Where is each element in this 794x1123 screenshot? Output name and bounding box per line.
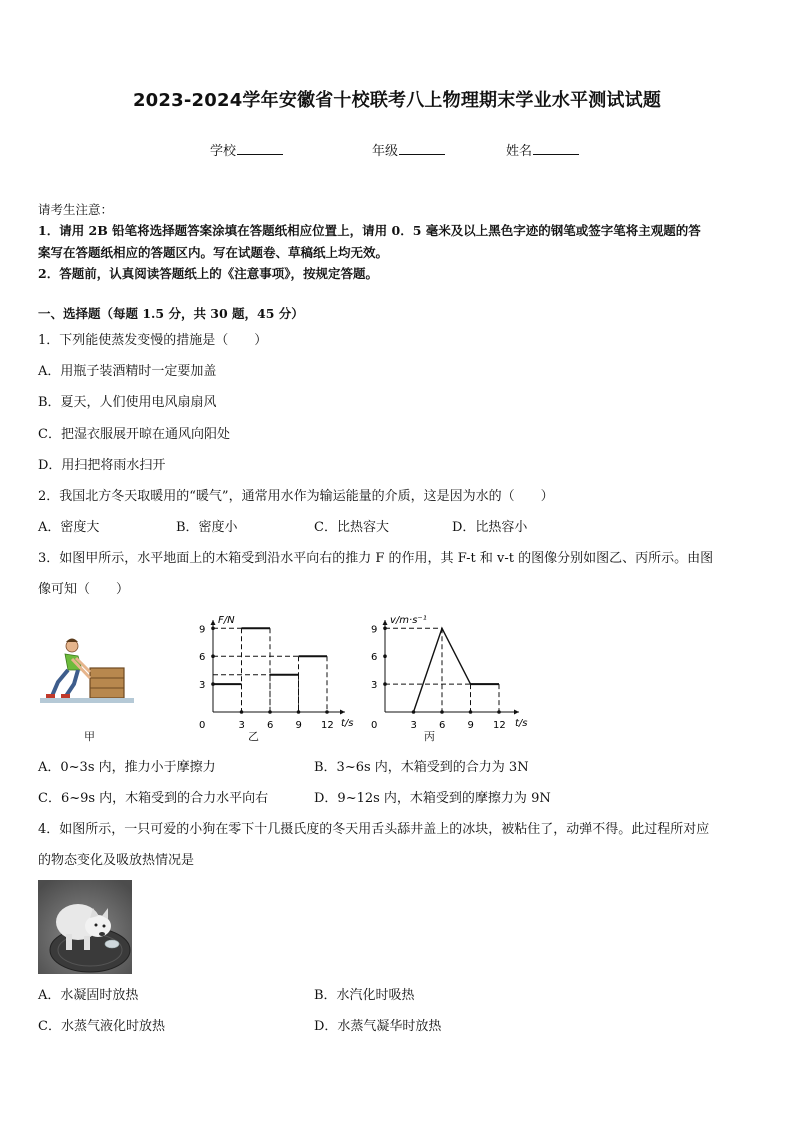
person-leg (66, 670, 78, 696)
q4-option-a[interactable]: A．水凝固时放热 (38, 988, 139, 1003)
x-tick-dot (325, 710, 329, 714)
y-axis-arrow (383, 620, 388, 625)
notice-line-2: 2．答题前，认真阅读答题纸上的《注意事项》，按规定答题。 (38, 266, 378, 281)
q1-option-b[interactable]: B．夏天，人们使用电风扇扇风 (38, 395, 217, 410)
grade-field[interactable] (372, 140, 445, 159)
name-label: 姓名 (506, 144, 533, 159)
q3-option-a[interactable]: A．0~3s 内，推力小于摩擦力 (38, 760, 216, 775)
y-tick-dot (383, 654, 387, 658)
dog-leg (84, 936, 90, 950)
person-shoe (46, 694, 55, 698)
y-tick-label: 6 (199, 652, 206, 664)
q2-stem: 2．我国北方冬天取暖用的“暖气”，通常用水作为输运能量的介质，这是因为水的（ ） (38, 489, 554, 504)
x-tick-label: 12 (321, 720, 334, 731)
q3-stem-b: 像可知（ ） (38, 582, 130, 597)
person-hair (66, 639, 78, 643)
q2-option-d[interactable]: D．比热容小 (452, 520, 528, 535)
q1-stem: 1．下列能使蒸发变慢的措施是（ ） (38, 333, 268, 348)
ground (40, 698, 134, 703)
origin-label: 0 (371, 720, 378, 731)
q4-stem-b: 的物态变化及吸放热情况是 (38, 853, 195, 868)
x-tick-dot (268, 710, 272, 714)
x-tick-label: 12 (493, 720, 506, 731)
x-tick-label: 3 (238, 720, 245, 731)
q2-option-b[interactable]: B．密度小 (176, 520, 238, 535)
notice-line-1a: 1．请用 2B 铅笔将选择题答案涂填在答题纸相应位置上，请用 0．5 毫米及以上黑色字迹的钢笔或签字笔将主观题的答 (38, 223, 701, 238)
name-blank[interactable] (533, 142, 579, 155)
person-shoe (61, 694, 70, 698)
grade-label: 年级 (372, 144, 399, 159)
q3-option-c[interactable]: C．6~9s 内，木箱受到的合力水平向右 (38, 791, 269, 806)
y-tick-label: 6 (371, 652, 378, 664)
x-tick-label: 6 (267, 720, 274, 731)
f-t-chart (185, 612, 355, 732)
x-tick-label: 6 (439, 720, 446, 731)
q2-option-a[interactable]: A．密度大 (38, 520, 100, 535)
school-label: 学校 (210, 144, 237, 159)
y-tick-label: 3 (199, 680, 206, 692)
x-axis-arrow (514, 710, 519, 715)
notice-line-1b: 案写在答题纸相应的答题区内。写在试题卷、草稿纸上均无效。 (38, 245, 389, 260)
x-tick-dot (469, 710, 473, 714)
x-tick-label: 9 (467, 720, 474, 731)
y-tick-dot (211, 654, 215, 658)
q4-option-b[interactable]: B．水汽化时吸热 (314, 988, 415, 1003)
q1-option-a[interactable]: A．用瓶子装酒精时一定要加盖 (38, 364, 217, 379)
dog-leg (66, 934, 72, 950)
figure-jia-person-pushing-box (38, 632, 138, 712)
dog-eye (103, 925, 106, 928)
y-axis-arrow (211, 620, 216, 625)
fig-yi-caption: 乙 (248, 730, 259, 743)
y-tick-label: 3 (371, 680, 378, 692)
notice-heading: 请考生注意： (38, 202, 114, 217)
v-t-data-line (414, 628, 500, 712)
q4-stem-a: 4．如图所示，一只可爱的小狗在零下十几摄氏度的冬天用舌头舔井盖上的冰块，被粘住了，动弹不得。此过程所对应 (38, 822, 710, 837)
school-blank[interactable] (237, 142, 283, 155)
v-t-chart (365, 612, 535, 732)
school-field[interactable] (210, 140, 283, 159)
x-tick-label: 3 (410, 720, 417, 731)
wooden-box (90, 668, 124, 698)
x-tick-label: 9 (295, 720, 302, 731)
x-tick-dot (240, 710, 244, 714)
fig-jia-caption: 甲 (84, 730, 95, 743)
y-tick-label: 9 (371, 624, 378, 636)
y-tick-dot (211, 682, 215, 686)
q3-option-d[interactable]: D．9~12s 内，木箱受到的摩擦力为 9N (314, 791, 551, 806)
x-tick-dot (440, 710, 444, 714)
dog-nose (99, 932, 105, 936)
q3-option-b[interactable]: B．3~6s 内，木箱受到的合力为 3N (314, 760, 529, 775)
name-field[interactable] (506, 140, 579, 159)
person-leg (52, 670, 68, 696)
origin-label: 0 (199, 720, 206, 731)
ice-block (105, 940, 119, 948)
y-tick-dot (383, 627, 387, 631)
q2-option-c[interactable]: C．比热容大 (314, 520, 389, 535)
section-title: 一、选择题（每题 1.5 分，共 30 题，45 分） (38, 306, 304, 321)
x-tick-dot (297, 710, 301, 714)
q4-option-d[interactable]: D．水蒸气凝华时放热 (314, 1019, 442, 1034)
x-tick-dot (497, 710, 501, 714)
y-tick-label: 9 (199, 624, 206, 636)
x-axis-label: t/s (341, 718, 354, 729)
y-axis-label: F/N (218, 615, 235, 626)
q1-option-c[interactable]: C．把湿衣服展开晾在通风向阳处 (38, 427, 230, 442)
q3-stem-a: 3．如图甲所示，水平地面上的木箱受到沿水平向右的推力 F 的作用，其 F-t 和 v-t 的图像分别如图乙、丙所示。由图 (38, 551, 714, 566)
q4-option-c[interactable]: C．水蒸气液化时放热 (38, 1019, 165, 1034)
x-tick-dot (412, 710, 416, 714)
y-tick-dot (383, 682, 387, 686)
grade-blank[interactable] (399, 142, 445, 155)
x-axis-arrow (340, 710, 345, 715)
y-axis-label: v/m·s⁻¹ (390, 615, 427, 626)
x-axis-label: t/s (515, 718, 528, 729)
dog-eye (95, 924, 98, 927)
fig-bing-caption: 丙 (424, 730, 435, 743)
page-title: 2023-2024学年安徽省十校联考八上物理期末学业水平测试试题 (132, 90, 662, 111)
q1-option-d[interactable]: D．用扫把将雨水扫开 (38, 458, 166, 473)
dog-licking-ice-photo (38, 880, 132, 974)
y-tick-dot (211, 627, 215, 631)
